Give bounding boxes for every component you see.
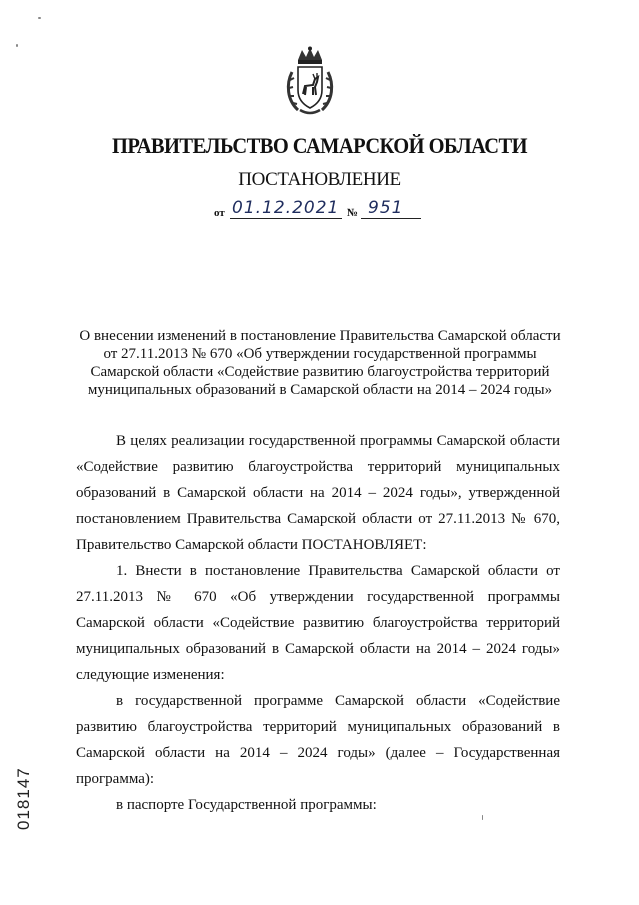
date-label: от	[214, 207, 225, 219]
scan-speck	[482, 815, 483, 820]
paragraph-program: в государственной программе Самарской области «Содействие развитию благоустройства территорий муниципальных образований в Самарской области на 2014 – 2024 годы» (далее – Государственная программа):	[76, 693, 560, 787]
handwritten-date: 01.12.2021	[232, 198, 340, 218]
number-underline	[361, 218, 421, 219]
date-number-line	[214, 196, 424, 222]
subject-line: Самарской области «Содействие развитию благоустройства территорий	[90, 364, 550, 380]
subject-line: О внесении изменений в постановление Правительства Самарской области	[79, 328, 561, 344]
date-underline	[230, 218, 342, 219]
document-type-title: ПОСТАНОВЛЕНИЕ	[238, 169, 401, 190]
paragraph-passport: в паспорте Государственной программы:	[116, 797, 377, 813]
subject-line: от 27.11.2013 № 670 «Об утверждении государственной программы	[103, 346, 537, 362]
scan-speck	[16, 44, 18, 47]
document-subject	[40, 327, 600, 399]
coat-of-arms-icon	[284, 46, 336, 118]
form-serial-number: 018147	[14, 767, 33, 830]
document-body	[76, 428, 560, 818]
paragraph-preamble: В целях реализации государственной программы Самарской области «Содействие развитию благоустройства территорий муниципальных образований в Самарской области на 2014 – 2024 годы», утвержденной постановлением Правительства Самарской области от 27.11.2013 № 670, Правительство Самарской области ПОСТАНОВЛЯЕТ:	[76, 433, 560, 553]
subject-line: муниципальных образований в Самарской области на 2014 – 2024 годы»	[87, 382, 553, 398]
scan-speck	[38, 17, 41, 19]
paragraph-item-1: 1. Внести в постановление Правительства Самарской области от 27.11.2013 № 670 «Об утверждении государственной программы Самарской области «Содействие развитию благоустройства территорий муниципальных образований в Самарской области на 2014 – 2024 годы» следующие изменения:	[76, 563, 560, 683]
handwritten-number: 951	[368, 198, 404, 218]
number-label: №	[347, 207, 359, 219]
issuing-authority-title: ПРАВИТЕЛЬСТВО САМАРСКОЙ ОБЛАСТИ	[112, 133, 527, 158]
